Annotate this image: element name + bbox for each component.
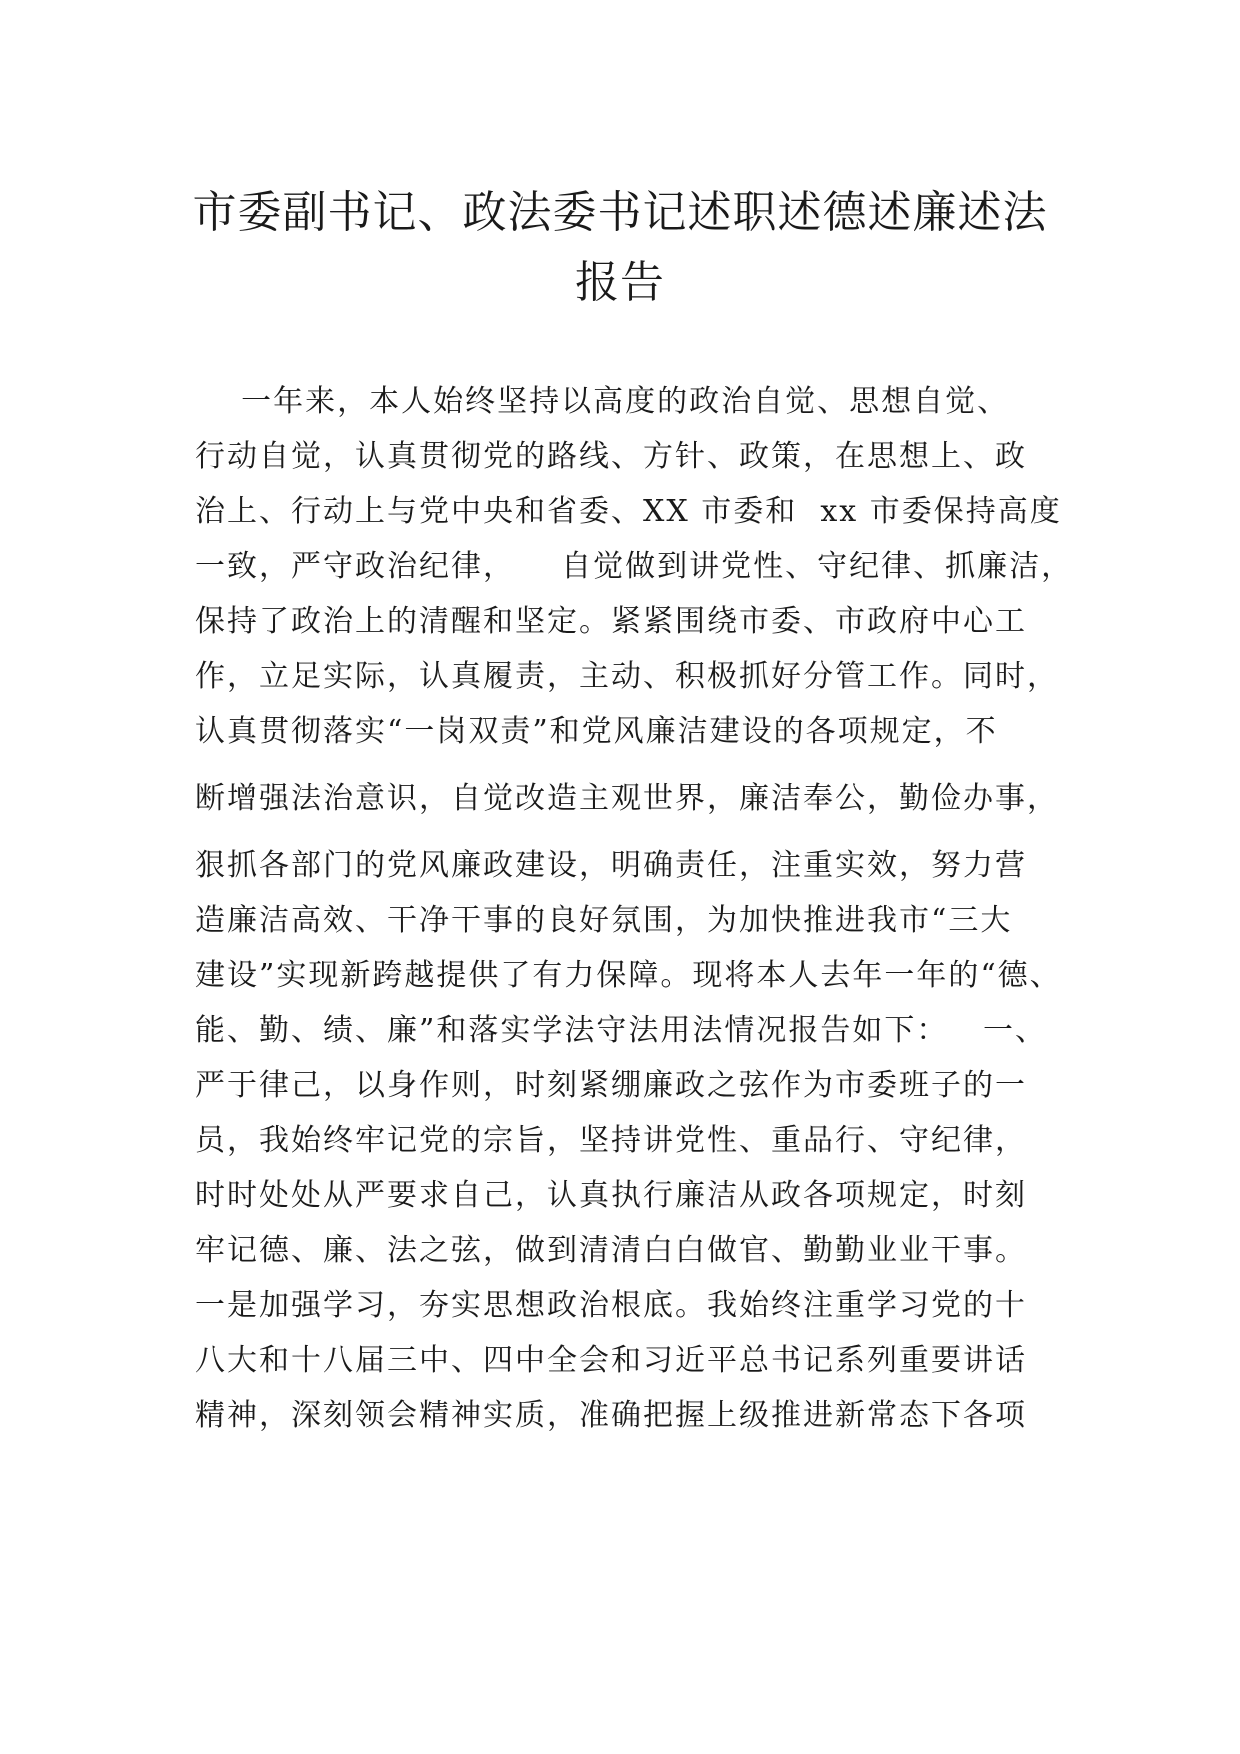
body-line: 八大和十八届三中、四中全会和习近平总书记系列重要讲话 — [195, 1343, 1027, 1378]
body-line: 严于律己，以身作则，时刻紧绷廉政之弦作为市委班子的一 — [195, 1068, 1027, 1103]
document-title — [150, 178, 1090, 318]
body-line: 精神，深刻领会精神实质，准确把握上级推进新常态下各项 — [195, 1398, 1027, 1433]
body-line: 一是加强学习，夯实思想政治根底。我始终注重学习党的十 — [195, 1288, 1027, 1323]
body-line: 一致，严守政治纪律， 自觉做到讲党性、守纪律、抓廉洁， — [195, 549, 1074, 584]
body-line: 时时处处从严要求自己，认真执行廉洁从政各项规定，时刻 — [195, 1178, 1027, 1213]
body-line: 牢记德、廉、法之弦，做到清清白白做官、勤勤业业干事。 — [195, 1233, 1027, 1268]
body-line: 认真贯彻落实“一岗双责”和党风廉洁建设的各项规定，不 — [195, 714, 998, 749]
body-line: 狠抓各部门的党风廉政建设，明确责任，注重实效，努力营 — [195, 848, 1027, 883]
document-body — [195, 374, 1095, 1443]
body-line: 行动自觉，认真贯彻党的路线、方针、政策，在思想上、政 — [195, 439, 1027, 474]
title-line: 市委副书记、政法委书记述职述德述廉述法 — [192, 187, 1048, 238]
body-line: 一年来，本人始终坚持以高度的政治自觉、思想自觉、 — [195, 384, 1010, 419]
body-line: 治上、行动上与党中央和省委、XX 市委和 xx 市委保持高度 — [195, 494, 1062, 529]
title-line: 报告 — [575, 257, 665, 308]
body-line: 建设”实现新跨越提供了有力保障。现将本人去年一年的“德、 — [195, 958, 1062, 993]
body-line: 能、勤、绩、廉”和落实学法守法用法情况报告如下： 一、 — [195, 1013, 1047, 1048]
body-line: 断增强法治意识，自觉改造主观世界，廉洁奉公，勤俭办事， — [195, 781, 1059, 816]
body-line: 保持了政治上的清醒和坚定。紧紧围绕市委、市政府中心工 — [195, 604, 1027, 639]
body-line: 作，立足实际，认真履责，主动、积极抓好分管工作。同时， — [195, 659, 1059, 694]
body-line: 造廉洁高效、干净干事的良好氛围，为加快推进我市“三大 — [195, 903, 1013, 938]
body-line: 员，我始终牢记党的宗旨，坚持讲党性、重品行、守纪律， — [195, 1123, 1027, 1158]
